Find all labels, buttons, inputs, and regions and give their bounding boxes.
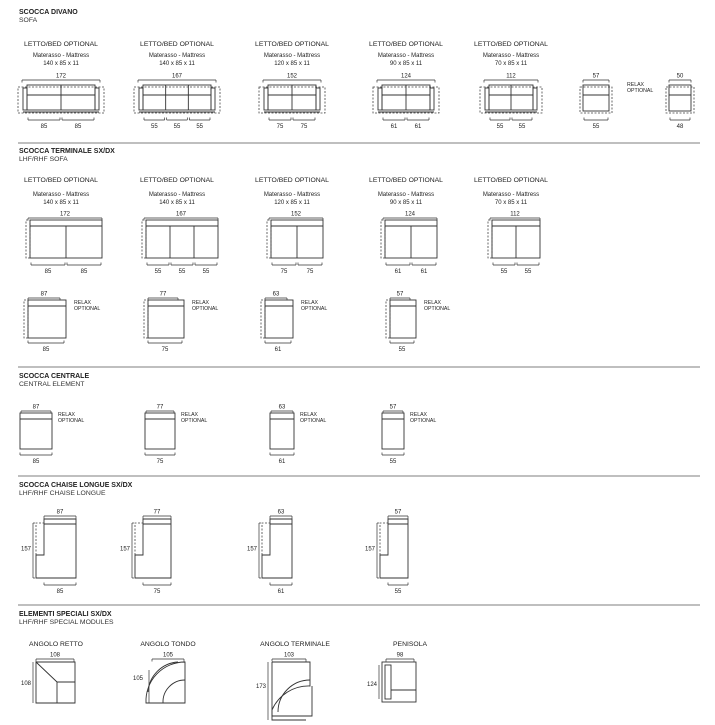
- seat-width: 61: [274, 347, 282, 353]
- section-title: SCOCCA CENTRALE: [19, 373, 90, 380]
- seat-width: 75: [306, 269, 314, 275]
- special-angolo-terminale: [268, 659, 312, 720]
- seat-width: 61: [277, 589, 285, 595]
- section-subtitle: LHF/RHF CHAISE LONGUE: [19, 490, 106, 497]
- section-subtitle: LHF/RHF SOFA: [19, 156, 68, 163]
- module-width: 63: [272, 291, 280, 298]
- relax-label: RELAX: [424, 300, 442, 306]
- seat-width: 55: [518, 124, 526, 130]
- terminal-sofa-module-1: [26, 218, 102, 265]
- module-width: 77: [153, 509, 161, 516]
- module-width: 152: [290, 211, 302, 218]
- module-width: 87: [32, 404, 40, 411]
- seat-width: 55: [496, 124, 504, 130]
- seat-width: 48: [676, 124, 684, 130]
- special-penisola: [379, 659, 416, 702]
- terminal-sofa-module-2: [142, 218, 218, 265]
- armchair-module-1: [580, 80, 612, 120]
- seat-width: 55: [178, 269, 186, 275]
- relax-optional-label: OPTIONAL: [58, 418, 85, 424]
- mattress-size: 70 x 85 x 11: [494, 200, 528, 206]
- module-width: 172: [55, 73, 67, 80]
- chaise-depth: 157: [246, 546, 257, 553]
- relax-label: RELAX: [192, 300, 210, 306]
- relax-label: RELAX: [74, 300, 92, 306]
- special-module-name: ANGOLO TONDO: [140, 641, 196, 648]
- special-width: 98: [396, 652, 404, 659]
- relax-optional-label: OPTIONAL: [74, 306, 101, 312]
- module-width: 152: [286, 73, 298, 80]
- bed-optional-label: LETTO/BED OPTIONAL: [140, 177, 214, 184]
- bed-optional-label: LETTO/BED OPTIONAL: [369, 177, 443, 184]
- section-title: ELEMENTI SPECIALI SX/DX: [19, 611, 112, 618]
- relax-optional-label: OPTIONAL: [300, 418, 327, 424]
- bed-optional-label: LETTO/BED OPTIONAL: [255, 177, 329, 184]
- sofa-module-4: [373, 80, 439, 120]
- seat-width: 55: [394, 589, 402, 595]
- seat-width: 55: [389, 459, 397, 465]
- seat-width: 85: [56, 589, 64, 595]
- mattress-label: Materasso - Mattress: [32, 53, 90, 59]
- chaise-module-3: [259, 516, 292, 585]
- bed-optional-label: LETTO/BED OPTIONAL: [474, 177, 548, 184]
- relax-optional-label: OPTIONAL: [627, 88, 654, 94]
- bed-optional-label: LETTO/BED OPTIONAL: [24, 41, 98, 48]
- seat-width: 55: [154, 269, 162, 275]
- mattress-label: Materasso - Mattress: [482, 192, 540, 198]
- special-width: 103: [283, 652, 295, 659]
- mattress-label: Materasso - Mattress: [482, 53, 540, 59]
- bed-optional-label: LETTO/BED OPTIONAL: [474, 41, 548, 48]
- special-depth: 105: [132, 676, 143, 682]
- chaise-depth: 157: [364, 546, 375, 553]
- terminal-single-module-1: [24, 298, 66, 343]
- bed-optional-label: LETTO/BED OPTIONAL: [140, 41, 214, 48]
- relax-optional-label: OPTIONAL: [192, 306, 219, 312]
- bed-optional-label: LETTO/BED OPTIONAL: [24, 177, 98, 184]
- module-width: 63: [278, 404, 286, 411]
- mattress-label: Materasso - Mattress: [263, 53, 321, 59]
- mattress-size: 90 x 85 x 11: [389, 200, 423, 206]
- terminal-sofa-module-4: [381, 218, 437, 265]
- mattress-size: 70 x 85 x 11: [494, 61, 528, 67]
- seat-width: 61: [278, 459, 286, 465]
- seat-width: 55: [398, 347, 406, 353]
- relax-optional-label: OPTIONAL: [301, 306, 328, 312]
- seat-width: 55: [173, 124, 181, 130]
- relax-label: RELAX: [627, 82, 645, 88]
- seat-width: 75: [276, 124, 284, 130]
- relax-label: RELAX: [410, 412, 428, 418]
- special-module-name: ANGOLO RETTO: [29, 641, 83, 648]
- special-width: 108: [49, 652, 61, 659]
- mattress-size: 140 x 85 x 11: [159, 200, 195, 206]
- central-module-2: [145, 411, 175, 455]
- mattress-label: Materasso - Mattress: [148, 192, 206, 198]
- seat-width: 85: [42, 347, 50, 353]
- special-depth: 124: [366, 682, 377, 688]
- armchair-module-2: [666, 80, 694, 120]
- seat-width: 85: [74, 124, 82, 130]
- mattress-size: 120 x 85 x 11: [274, 200, 310, 206]
- module-width: 167: [171, 73, 183, 80]
- special-depth: 173: [255, 684, 266, 690]
- module-width: 87: [40, 291, 48, 298]
- sofa-module-1: [18, 80, 104, 120]
- module-width: 112: [510, 211, 520, 218]
- section-title: SCOCCA DIVANO: [19, 9, 78, 16]
- chaise-module-1: [33, 516, 76, 585]
- seat-width: 61: [390, 124, 398, 130]
- seat-width: 75: [153, 589, 161, 595]
- sofa-module-5: [480, 80, 542, 120]
- special-angolo-tondo: [146, 659, 185, 703]
- mattress-size: 140 x 85 x 11: [159, 61, 195, 67]
- mattress-label: Materasso - Mattress: [32, 192, 90, 198]
- seat-width: 75: [280, 269, 288, 275]
- special-module-name: PENISOLA: [393, 641, 427, 648]
- seat-width: 55: [196, 124, 204, 130]
- relax-optional-label: OPTIONAL: [181, 418, 208, 424]
- sofa-module-2: [134, 80, 220, 120]
- module-width: 77: [159, 291, 167, 298]
- seat-width: 55: [202, 269, 210, 275]
- special-depth: 108: [20, 681, 31, 687]
- central-module-3: [270, 411, 294, 455]
- relax-label: RELAX: [58, 412, 76, 418]
- chaise-depth: 157: [119, 546, 130, 553]
- section-title: SCOCCA CHAISE LONGUE SX/DX: [19, 482, 133, 489]
- mattress-label: Materasso - Mattress: [263, 192, 321, 198]
- seat-width: 61: [420, 269, 428, 275]
- module-width: 57: [389, 404, 397, 411]
- special-angolo-retto: [33, 659, 75, 703]
- central-module-4: [382, 411, 404, 455]
- module-width: 87: [56, 509, 64, 516]
- mattress-label: Materasso - Mattress: [377, 53, 435, 59]
- section-subtitle: SOFA: [19, 17, 38, 24]
- module-width: 172: [59, 211, 71, 218]
- seat-width: 75: [300, 124, 308, 130]
- relax-label: RELAX: [181, 412, 199, 418]
- section-subtitle: CENTRAL ELEMENT: [19, 381, 85, 388]
- chaise-depth: 157: [20, 546, 31, 553]
- terminal-sofa-module-3: [267, 218, 323, 265]
- terminal-single-module-4: [386, 298, 416, 343]
- module-width: 77: [156, 404, 164, 411]
- terminal-single-module-2: [144, 298, 184, 343]
- seat-width: 75: [156, 459, 164, 465]
- mattress-size: 140 x 85 x 11: [43, 200, 79, 206]
- section-subtitle: LHF/RHF SPECIAL MODULES: [19, 619, 114, 626]
- seat-width: 61: [394, 269, 402, 275]
- sofa-module-3: [259, 80, 325, 120]
- terminal-sofa-module-5: [488, 218, 540, 265]
- mattress-label: Materasso - Mattress: [148, 53, 206, 59]
- chaise-module-2: [132, 516, 171, 585]
- module-width: 124: [404, 211, 416, 218]
- section-title: SCOCCA TERMINALE SX/DX: [19, 148, 115, 155]
- seat-width: 85: [40, 124, 48, 130]
- mattress-label: Materasso - Mattress: [377, 192, 435, 198]
- relax-label: RELAX: [300, 412, 318, 418]
- seat-width: 55: [524, 269, 532, 275]
- mattress-size: 120 x 85 x 11: [274, 61, 310, 67]
- mattress-size: 140 x 85 x 11: [43, 61, 79, 67]
- module-width: 57: [394, 509, 402, 516]
- relax-optional-label: OPTIONAL: [410, 418, 437, 424]
- central-module-1: [20, 411, 52, 455]
- relax-label: RELAX: [301, 300, 319, 306]
- seat-width: 61: [414, 124, 422, 130]
- module-width: 124: [400, 73, 412, 80]
- bed-optional-label: LETTO/BED OPTIONAL: [255, 41, 329, 48]
- seat-width: 55: [500, 269, 508, 275]
- special-width: 105: [162, 652, 174, 659]
- chaise-module-4: [377, 516, 408, 585]
- mattress-size: 90 x 85 x 11: [389, 61, 423, 67]
- module-width: 167: [175, 211, 187, 218]
- seat-width: 75: [161, 347, 169, 353]
- seat-width: 85: [32, 459, 40, 465]
- seat-width: 55: [592, 124, 600, 130]
- terminal-single-module-3: [261, 298, 293, 343]
- bed-optional-label: LETTO/BED OPTIONAL: [369, 41, 443, 48]
- module-width: 112: [506, 73, 516, 80]
- seat-width: 55: [150, 124, 158, 130]
- module-width: 50: [676, 73, 684, 80]
- seat-width: 85: [44, 269, 52, 275]
- module-width: 63: [277, 509, 285, 516]
- special-module-name: ANGOLO TERMINALE: [260, 641, 330, 648]
- module-width: 57: [592, 73, 600, 80]
- relax-optional-label: OPTIONAL: [424, 306, 451, 312]
- seat-width: 85: [80, 269, 88, 275]
- module-width: 57: [396, 291, 404, 298]
